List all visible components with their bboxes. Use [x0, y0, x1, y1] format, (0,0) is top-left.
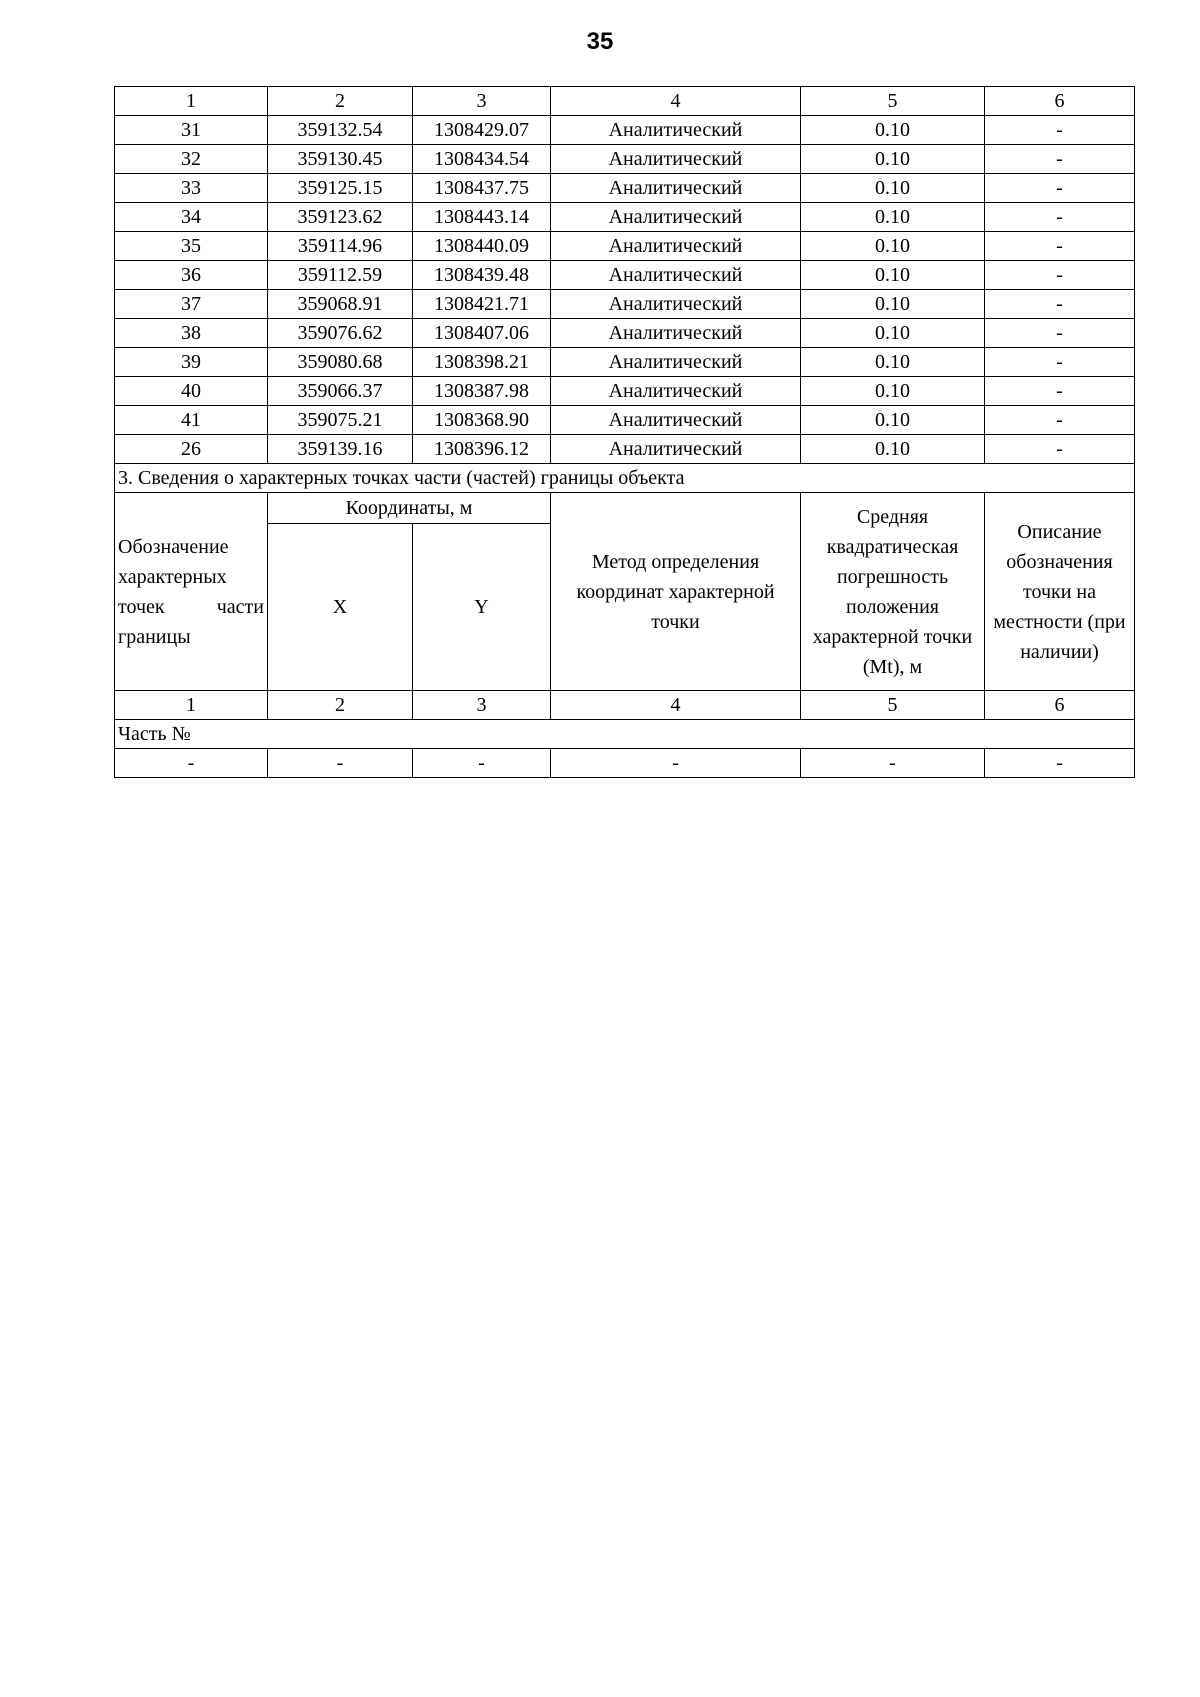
- point-number: 41: [115, 406, 268, 435]
- x-coordinate: 359076.62: [268, 319, 413, 348]
- point-number: 32: [115, 145, 268, 174]
- description: -: [985, 116, 1135, 145]
- x-coordinate: 359068.91: [268, 290, 413, 319]
- mean-error: 0.10: [801, 290, 985, 319]
- point-number: 35: [115, 232, 268, 261]
- point-number: 33: [115, 174, 268, 203]
- mean-error: 0.10: [801, 145, 985, 174]
- table-row: [115, 261, 1135, 290]
- y-coordinate: 1308439.48: [413, 261, 551, 290]
- y-coordinate: 1308443.14: [413, 203, 551, 232]
- empty-row: [115, 749, 1135, 778]
- mean-error: 0.10: [801, 348, 985, 377]
- description: -: [985, 232, 1135, 261]
- section-3-column-number-row: [115, 691, 1135, 720]
- column-number: 1: [115, 87, 268, 116]
- column-number: 2: [268, 87, 413, 116]
- column-number: 4: [551, 691, 801, 720]
- table-body: [115, 87, 1135, 778]
- method-header: Метод определения координат характерной точки: [551, 493, 801, 691]
- y-coordinate: 1308429.07: [413, 116, 551, 145]
- point-number: 26: [115, 435, 268, 464]
- method: Аналитический: [551, 145, 801, 174]
- method: Аналитический: [551, 232, 801, 261]
- y-coordinate: 1308437.75: [413, 174, 551, 203]
- method: Аналитический: [551, 348, 801, 377]
- x-coordinate: 359112.59: [268, 261, 413, 290]
- table-row: [115, 319, 1135, 348]
- mean-error: 0.10: [801, 377, 985, 406]
- x-coordinate: 359130.45: [268, 145, 413, 174]
- table-row: [115, 116, 1135, 145]
- point-number: 36: [115, 261, 268, 290]
- method: Аналитический: [551, 203, 801, 232]
- table-row: [115, 174, 1135, 203]
- empty-cell: -: [268, 749, 413, 778]
- empty-cell: -: [985, 749, 1135, 778]
- x-header: X: [268, 524, 413, 691]
- x-coordinate: 359139.16: [268, 435, 413, 464]
- error-header: Средняя квадратическая погрешность положения характерной точки (Mt), м: [801, 493, 985, 691]
- mean-error: 0.10: [801, 261, 985, 290]
- point-number: 40: [115, 377, 268, 406]
- y-coordinate: 1308407.06: [413, 319, 551, 348]
- section-3-header-row: [115, 493, 1135, 524]
- table-row: [115, 232, 1135, 261]
- empty-cell: -: [413, 749, 551, 778]
- table-row: [115, 203, 1135, 232]
- mean-error: 0.10: [801, 203, 985, 232]
- x-coordinate: 359123.62: [268, 203, 413, 232]
- mean-error: 0.10: [801, 232, 985, 261]
- y-coordinate: 1308368.90: [413, 406, 551, 435]
- description: -: [985, 174, 1135, 203]
- method: Аналитический: [551, 377, 801, 406]
- point-number: 39: [115, 348, 268, 377]
- table-row: [115, 348, 1135, 377]
- point-number: 31: [115, 116, 268, 145]
- empty-cell: -: [801, 749, 985, 778]
- description: -: [985, 261, 1135, 290]
- page-number: 35: [586, 28, 614, 55]
- x-coordinate: 359132.54: [268, 116, 413, 145]
- mean-error: 0.10: [801, 174, 985, 203]
- coordinates-table: [114, 86, 1135, 778]
- description: -: [985, 406, 1135, 435]
- empty-cell: -: [551, 749, 801, 778]
- x-coordinate: 359080.68: [268, 348, 413, 377]
- description: -: [985, 348, 1135, 377]
- column-number: 4: [551, 87, 801, 116]
- method: Аналитический: [551, 290, 801, 319]
- description: -: [985, 435, 1135, 464]
- x-coordinate: 359125.15: [268, 174, 413, 203]
- table-row: [115, 145, 1135, 174]
- coordinates-header: Координаты, м: [268, 493, 551, 524]
- mean-error: 0.10: [801, 406, 985, 435]
- section-3-title: 3. Сведения о характерных точках части (частей) границы объекта: [115, 464, 1135, 493]
- point-number: 37: [115, 290, 268, 319]
- designation-header: Обозначение характерных точек части границы: [115, 493, 268, 691]
- empty-cell: -: [115, 749, 268, 778]
- description: -: [985, 319, 1135, 348]
- table-row: [115, 435, 1135, 464]
- x-coordinate: 359075.21: [268, 406, 413, 435]
- mean-error: 0.10: [801, 116, 985, 145]
- method: Аналитический: [551, 261, 801, 290]
- x-coordinate: 359114.96: [268, 232, 413, 261]
- y-header: Y: [413, 524, 551, 691]
- y-coordinate: 1308398.21: [413, 348, 551, 377]
- section-3-title-row: [115, 464, 1135, 493]
- table-row: [115, 377, 1135, 406]
- description: -: [985, 145, 1135, 174]
- y-coordinate: 1308387.98: [413, 377, 551, 406]
- table-row: [115, 406, 1135, 435]
- column-number-row: [115, 87, 1135, 116]
- column-number: 5: [801, 691, 985, 720]
- y-coordinate: 1308440.09: [413, 232, 551, 261]
- description: -: [985, 203, 1135, 232]
- part-label: Часть №: [115, 720, 1135, 749]
- method: Аналитический: [551, 174, 801, 203]
- column-number: 6: [985, 87, 1135, 116]
- mean-error: 0.10: [801, 435, 985, 464]
- method: Аналитический: [551, 116, 801, 145]
- column-number: 3: [413, 691, 551, 720]
- y-coordinate: 1308421.71: [413, 290, 551, 319]
- column-number: 5: [801, 87, 985, 116]
- method: Аналитический: [551, 406, 801, 435]
- point-number: 34: [115, 203, 268, 232]
- description: -: [985, 290, 1135, 319]
- point-number: 38: [115, 319, 268, 348]
- column-number: 3: [413, 87, 551, 116]
- method: Аналитический: [551, 319, 801, 348]
- y-coordinate: 1308434.54: [413, 145, 551, 174]
- x-coordinate: 359066.37: [268, 377, 413, 406]
- mean-error: 0.10: [801, 319, 985, 348]
- method: Аналитический: [551, 435, 801, 464]
- description: -: [985, 377, 1135, 406]
- column-number: 1: [115, 691, 268, 720]
- column-number: 6: [985, 691, 1135, 720]
- y-coordinate: 1308396.12: [413, 435, 551, 464]
- description-header: Описание обозначения точки на местности (при наличии): [985, 493, 1135, 691]
- column-number: 2: [268, 691, 413, 720]
- table-row: [115, 290, 1135, 319]
- part-label-row: [115, 720, 1135, 749]
